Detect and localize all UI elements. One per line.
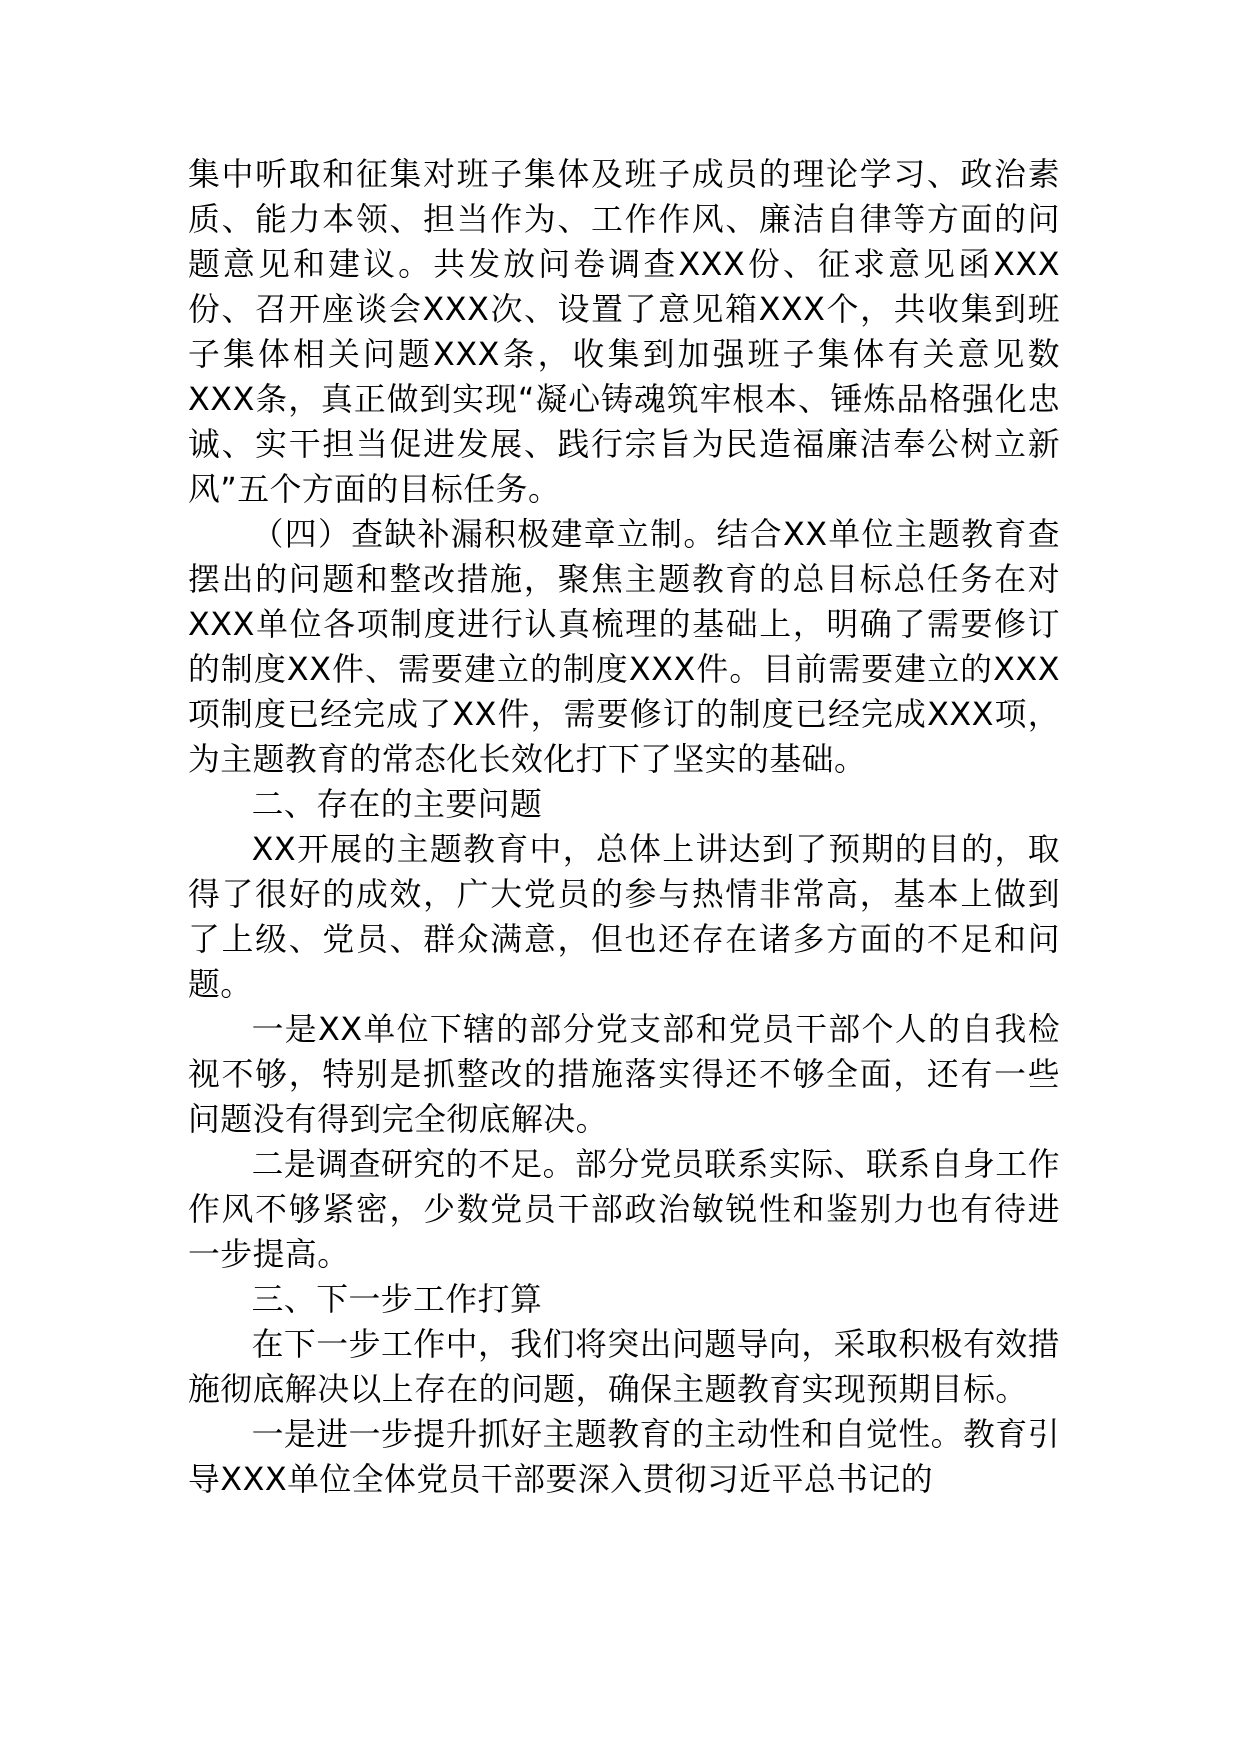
paragraph-section-four: （四）查缺补漏积极建章立制。结合XX单位主题教育查摆出的问题和整改措施，聚焦主题教育的总目标总任务在对XXX单位各项制度进行认真梳理的基础上，明确了需要修订的制度XX件、需要建立的制度XXX件。目前需要建立的XXX项制度已经完成了XX件，需要修订的制度已经完成XXX项，为主题教育的常态化长效化打下了坚实的基础。 (188, 516, 1060, 778)
heading-main-problems: 二、存在的主要问题 (251, 786, 543, 823)
paragraph-next-step-one: 一是进一步提升抓好主题教育的主动性和自觉性。教育引导XXX单位全体党员干部要深入贯彻习近平总书记的 (188, 1416, 1060, 1498)
paragraph-problem-one: 一是XX单位下辖的部分党支部和党员干部个人的自我检视不够，特别是抓整改的措施落实得还不够全面，还有一些问题没有得到完全彻底解决。 (188, 1011, 1060, 1138)
document-page (188, 152, 1060, 1502)
paragraph-problems-overview: XX开展的主题教育中，总体上讲达到了预期的目的，取得了很好的成效，广大党员的参与热情非常高，基本上做到了上级、党员、群众满意，但也还存在诸多方面的不足和问题。 (188, 831, 1060, 1003)
paragraph-continuation: 集中听取和征集对班子集体及班子成员的理论学习、政治素质、能力本领、担当作为、工作作风、廉洁自律等方面的问题意见和建议。共发放问卷调查XXX份、征求意见函XXX份、召开座谈会XXX次、设置了意见箱XXX个，共收集到班子集体相关问题XXX条，收集到加强班子集体有关意见数XXX条，真正做到实现“凝心铸魂筑牢根本、锤炼品格强化忠诚、实干担当促进发展、践行宗旨为民造福廉洁奉公树立新风”五个方面的目标任务。 (188, 156, 1060, 508)
paragraph-problem-two: 二是调查研究的不足。部分党员联系实际、联系自身工作作风不够紧密，少数党员干部政治敏锐性和鉴别力也有待进一步提高。 (188, 1146, 1060, 1273)
paragraph-next-steps-overview: 在下一步工作中，我们将突出问题导向，采取积极有效措施彻底解决以上存在的问题，确保主题教育实现预期目标。 (188, 1326, 1060, 1408)
heading-next-steps: 三、下一步工作打算 (251, 1281, 543, 1318)
